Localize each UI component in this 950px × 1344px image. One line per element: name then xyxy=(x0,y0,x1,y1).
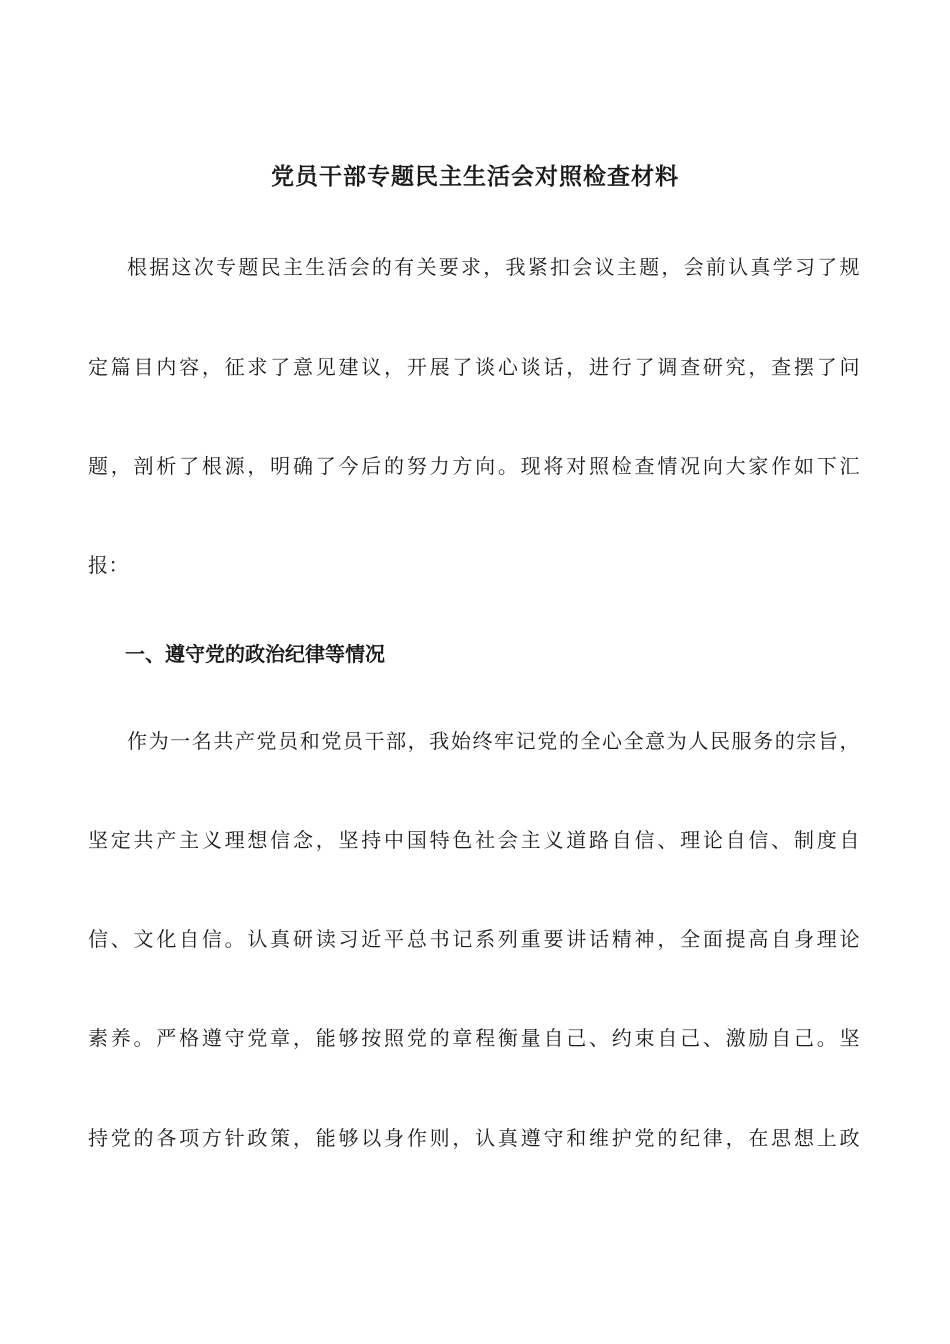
paragraph-line: 信、文化自信。认真研读习近平总书记系列重要讲话精神，全面提高自身理论 xyxy=(88,927,860,951)
paragraph-line: 根据这次专题民主生活会的有关要求，我紧扣会议主题，会前认真学习了规 xyxy=(127,255,860,279)
document-title: 党员干部专题民主生活会对照检查材料 xyxy=(271,164,679,190)
paragraph-line: 报： xyxy=(88,553,129,577)
paragraph-line: 作为一名共产党员和党员干部，我始终牢记党的全心全意为人民服务的宗旨， xyxy=(127,729,860,753)
paragraph-line: 坚定共产主义理想信念，坚持中国特色社会主义道路自信、理论自信、制度自 xyxy=(88,828,860,852)
paragraph-line: 题，剖析了根源，明确了今后的努力方向。现将对照检查情况向大家作如下汇 xyxy=(88,454,860,478)
paragraph-line: 持党的各项方针政策，能够以身作则，认真遵守和维护党的纪律，在思想上政 xyxy=(88,1126,860,1150)
paragraph-line: 定篇目内容，征求了意见建议，开展了谈心谈话，进行了调查研究，查摆了问 xyxy=(88,355,860,379)
section-heading: 一、遵守党的政治纪律等情况 xyxy=(125,642,385,666)
paragraph-line: 素养。严格遵守党章，能够按照党的章程衡量自己、约束自己、激励自己。坚 xyxy=(88,1026,860,1050)
